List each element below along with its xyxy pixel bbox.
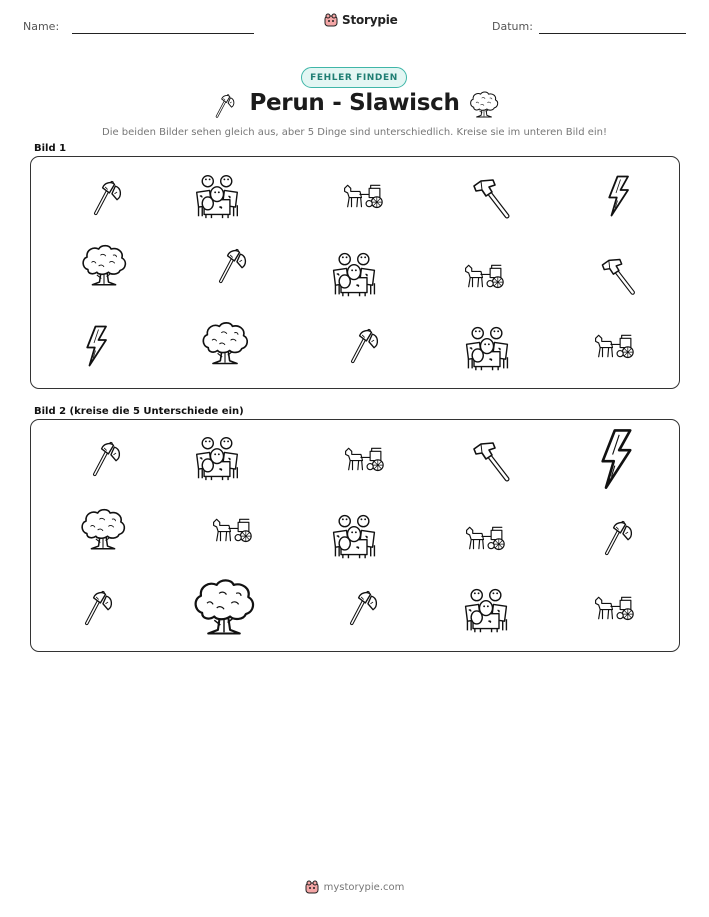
cows-icon[interactable] xyxy=(328,511,380,561)
axe-icon[interactable] xyxy=(600,515,634,561)
footer-url[interactable]: mystorypie.com xyxy=(323,881,405,893)
lightning-icon xyxy=(82,322,112,370)
picture-2-label: Bild 2 (kreise die 5 Unterschiede ein) xyxy=(34,406,244,417)
cows-icon xyxy=(461,323,513,373)
lightning-icon xyxy=(604,172,634,220)
cows-icon[interactable] xyxy=(460,585,512,635)
date-label: Datum: xyxy=(492,20,533,33)
horse-cart-icon xyxy=(340,180,386,212)
footer xyxy=(0,880,709,894)
cows-icon[interactable] xyxy=(191,434,243,482)
horse-cart-icon[interactable] xyxy=(462,522,508,554)
page-title: Perun - Slawisch xyxy=(249,90,460,116)
tree-icon[interactable] xyxy=(78,506,128,554)
axe-icon[interactable] xyxy=(80,585,114,631)
tree-icon[interactable] xyxy=(190,575,258,641)
axe-icon[interactable] xyxy=(345,585,379,631)
brand xyxy=(324,13,398,27)
name-label: Name: xyxy=(23,20,60,33)
date-line[interactable] xyxy=(539,33,686,34)
name-line[interactable] xyxy=(72,33,254,34)
tree-icon xyxy=(199,318,251,370)
worksheet-type-badge: FEHLER FINDEN xyxy=(301,67,407,88)
horse-cart-icon[interactable] xyxy=(341,443,387,475)
storypie-logo-icon xyxy=(305,880,319,894)
storypie-logo-icon xyxy=(324,13,338,27)
picture-1-label: Bild 1 xyxy=(34,143,67,154)
axe-icon xyxy=(214,243,248,289)
axe-icon xyxy=(89,175,123,221)
hammer-icon xyxy=(467,174,515,222)
cows-icon xyxy=(191,172,243,220)
hammer-icon xyxy=(596,252,640,300)
hammer-icon[interactable] xyxy=(467,437,515,485)
tree-icon xyxy=(468,90,500,120)
horse-cart-icon[interactable] xyxy=(591,592,637,624)
cows-icon xyxy=(328,249,380,299)
tree-icon xyxy=(79,242,129,290)
brand-name: Storypie xyxy=(342,13,398,27)
lightning-icon[interactable] xyxy=(595,426,639,492)
axe-icon xyxy=(346,324,380,368)
axe-icon[interactable] xyxy=(88,436,122,482)
instructions: Die beiden Bilder sehen gleich aus, aber 5 Dinge sind unterschiedlich. Kreise sie im unteren Bild ein! xyxy=(102,127,607,138)
horse-cart-icon[interactable] xyxy=(209,514,255,546)
horse-cart-icon xyxy=(591,330,637,362)
horse-cart-icon xyxy=(461,260,507,292)
